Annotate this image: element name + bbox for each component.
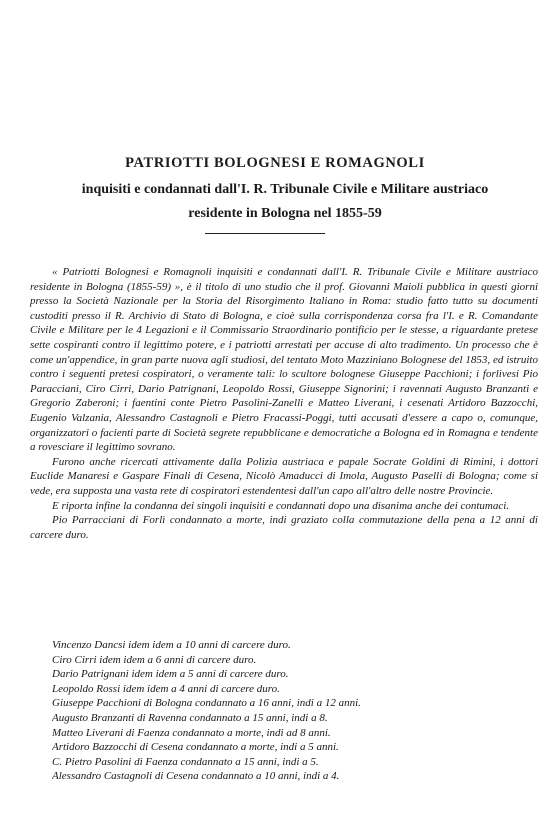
sentence-item: Matteo Liverani di Faenza condannato a morte, indi ad 8 anni. [52,726,331,739]
subtitle-line-2: residente in Bologna nel 1855-59 [188,206,382,221]
sentence-item: Dario Patrignani idem idem a 5 anni di carcere duro. [52,668,289,681]
page-subtitle [20,178,550,226]
sentence-item: Vincenzo Dancsi idem idem a 10 anni di carcere duro. [52,639,291,651]
sentence-list [52,638,538,784]
title-divider [205,233,325,234]
page-title: PATRIOTTI BOLOGNESI E ROMAGNOLI [125,155,425,171]
sentence-item: Ciro Cirri idem idem a 6 anni di carcere duro. [52,653,257,666]
paragraph-condemnation: E riporta infine la condanna dei singoli inquisiti e condannati dopo una disanima anche dei contumaci. [52,499,510,512]
sentence-item: Augusto Branzanti di Ravenna condannato a 15 anni, indi a 8. [52,711,328,724]
paragraph-searched: Furono anche ricercati attivamente dalla Polizia austriaca e papale Socrate Goldini di Rimini, i dottori Euclide Manaresi e Gaspare Finali di Cesena, Nicolò Amaducci di Imola, Augusto Paselli di Bologna; come si vede, era supposta una vasta rete di cospiratori estendentesi dall'un capo all'altro delle nostre Provincie. [30,455,538,497]
sentence-item: Leopoldo Rossi idem idem a 4 anni di carcere duro. [52,682,280,695]
sentence-item: Artidoro Bazzocchi di Cesena condannato a morte, indi a 5 anni. [52,741,339,754]
subtitle-line-1: inquisiti e condannati dall'I. R. Tribunale Civile e Militare austriaco [81,182,489,197]
article-body [30,265,538,542]
sentence-item: Alessandro Castagnoli di Cesena condannato a 10 anni, indi a 4. [52,770,340,783]
sentence-item: C. Pietro Pasolini di Faenza condannato a 15 anni, indi a 5. [52,755,319,768]
sentence-item: Giuseppe Pacchioni di Bologna condannato a 16 anni, indi a 12 anni. [52,697,361,710]
paragraph-intro: « Patriotti Bolognesi e Romagnoli inquisiti e condannati dall'I. R. Tribunale Civile e Militare austriaco residente in Bologna (1855-59) », è il titolo di uno studio che il prof. Giovanni Maioli pubblica in questi giorni presso la Società Nazionale per la Storia del Risorgimento Italiano in Roma: studio fatto tutto su documenti custoditi presso il R. Archivio di Stato di Bologna, e cioè sulla corrispondenza corsa fra l'I. e R. Comandante Civile e Militare per le 4 Legazioni e il Commissario Straordinario pontificio per le stesse, a riguardante pretese sette cospiranti contro il legittimo potere, e i patriotti arrestati per accuse di alto tradimento. Un processo che è come un'appendice, in gran parte nuova agli studiosi, del tentato Moto Mazziniano Bolognese del 1853, ed istruito contro i seguenti pretesi cospiratori, o veramente tali: lo scultore bolognese Giuseppe Pacchioni; i forlivesi Pio Paracciani, Ciro Cirri, Dario Patrignani, Leopoldo Rossi, Giuseppe Signorini; i ravennati Augusto Branzanti e Gregorio Zaberoni; i faentini conte Pietro Pasolini-Zanelli e Matteo Liverani, i cesenati Artidoro Bazzocchi, Eugenio Valzania, Alessandro Castagnoli e Pietro Fracassi-Poggi, tutti accusati d'essere a capo o, comunque, organizzatori o facienti parte di Società segrete repubblicane e democratiche a Bologna ed in Romagna e tendente a rovesciare il legittimo sovrano. [30,266,538,454]
paragraph-paracciani: Pio Parracciani di Forlì condannato a morte, indi graziato colla commutazione della pena a 12 anni di carcere duro. [30,514,538,541]
